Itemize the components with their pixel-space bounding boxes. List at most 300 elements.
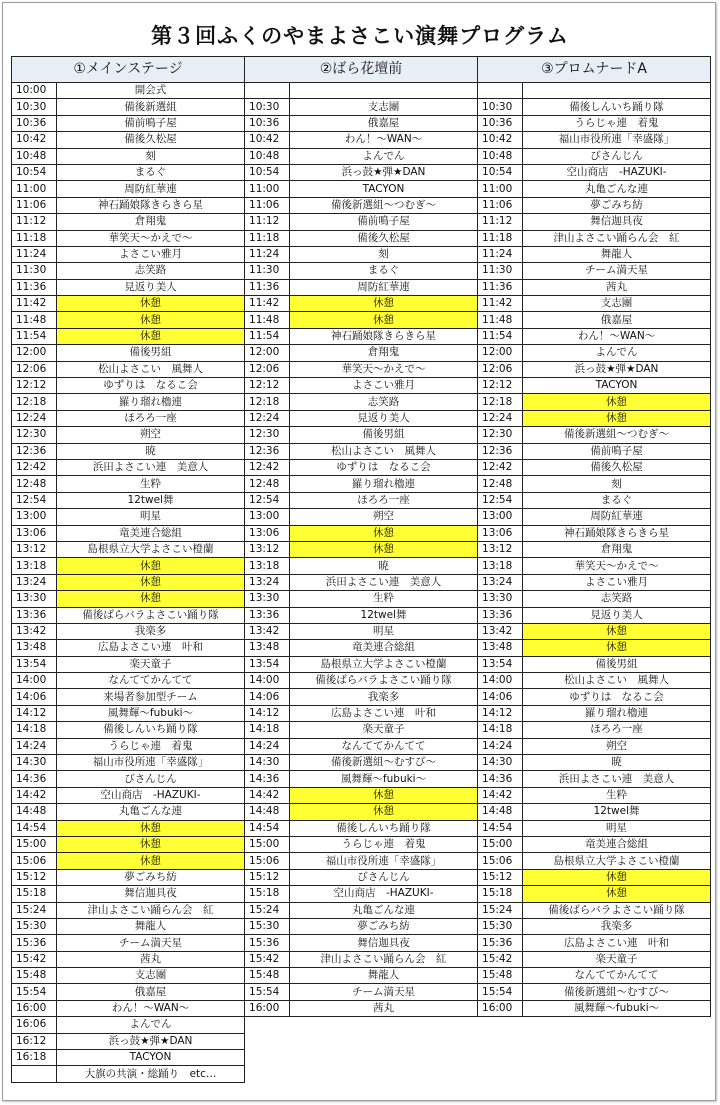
team-cell: 倉翔鬼 (290, 345, 478, 361)
time-cell: 13:18 (478, 558, 523, 574)
empty-cell (245, 1050, 290, 1066)
time-cell: 15:36 (245, 935, 290, 951)
table-row (12, 1017, 711, 1033)
team-cell: 舞信迦具夜 (57, 886, 245, 902)
team-cell: びさんじん (290, 869, 478, 885)
team-cell: 開会式 (57, 83, 245, 99)
time-cell: 16:06 (12, 1017, 57, 1033)
empty-cell (478, 1033, 523, 1049)
time-cell: 11:36 (245, 279, 290, 295)
time-cell: 16:12 (12, 1033, 57, 1049)
team-cell: 備後新選組～むすび～ (523, 984, 711, 1000)
team-cell: 見返り美人 (523, 607, 711, 623)
time-cell: 14:12 (12, 705, 57, 721)
break-cell: 休憩 (57, 574, 245, 590)
team-cell: 羅り瑠れ櫓連 (57, 394, 245, 410)
table-row (12, 558, 711, 574)
time-cell: 14:24 (245, 738, 290, 754)
team-cell: 備後しんいち踊り隊 (523, 99, 711, 115)
team-cell: 竜美連合総組 (57, 525, 245, 541)
team-cell: 明星 (290, 623, 478, 639)
team-cell: よさこい雅月 (57, 246, 245, 262)
time-cell: 14:42 (478, 787, 523, 803)
time-cell: 11:54 (12, 328, 57, 344)
time-cell: 14:48 (478, 804, 523, 820)
stage-header-promenade: ③プロムナードA (478, 57, 711, 83)
team-cell: 備後ばらバラよさこい踊り隊 (290, 673, 478, 689)
time-cell: 14:48 (245, 804, 290, 820)
team-cell: 竜美連合総組 (523, 836, 711, 852)
time-cell: 15:48 (12, 968, 57, 984)
time-cell: 15:30 (12, 918, 57, 934)
time-cell: 11:48 (12, 312, 57, 328)
time-cell: 14:18 (245, 722, 290, 738)
time-cell: 10:42 (12, 132, 57, 148)
time-cell: 15:24 (245, 902, 290, 918)
stage-header-row (12, 57, 711, 83)
time-cell: 15:12 (245, 869, 290, 885)
time-cell: 15:54 (245, 984, 290, 1000)
team-cell: 竜美連合総組 (290, 640, 478, 656)
time-cell: 13:30 (245, 591, 290, 607)
team-cell: 丸亀ごんな連 (290, 902, 478, 918)
time-cell: 10:48 (245, 148, 290, 164)
time-cell: 15:24 (478, 902, 523, 918)
table-row (12, 345, 711, 361)
time-cell: 14:24 (12, 738, 57, 754)
team-cell: 備後しんいち踊り隊 (290, 820, 478, 836)
time-cell: 13:30 (12, 591, 57, 607)
team-cell: 舞龍人 (57, 918, 245, 934)
time-cell: 12:42 (478, 459, 523, 475)
table-row (12, 755, 711, 771)
table-row (12, 623, 711, 639)
team-cell: 茜丸 (57, 951, 245, 967)
team-cell: 松山よさこい 風舞人 (290, 443, 478, 459)
time-cell: 11:12 (245, 214, 290, 230)
table-row (12, 656, 711, 672)
table-row (12, 951, 711, 967)
time-cell: 12:42 (245, 459, 290, 475)
time-cell: 13:24 (478, 574, 523, 590)
time-cell: 14:54 (478, 820, 523, 836)
break-cell: 休憩 (523, 886, 711, 902)
team-cell: 志笑路 (57, 263, 245, 279)
table-row (12, 820, 711, 836)
team-cell: TACYON (523, 378, 711, 394)
table-row (12, 1066, 711, 1082)
empty-cell (290, 1017, 478, 1033)
break-cell: 休憩 (290, 804, 478, 820)
team-cell: 俄嘉屋 (290, 115, 478, 131)
break-cell: 休憩 (290, 312, 478, 328)
time-cell: 15:00 (478, 836, 523, 852)
time-cell: 12:18 (12, 394, 57, 410)
time-cell: 13:00 (12, 509, 57, 525)
team-cell: 華笑天～かえで～ (290, 361, 478, 377)
team-cell: 支志團 (290, 99, 478, 115)
break-cell: 休憩 (523, 410, 711, 426)
team-cell: 浜田よさこい連 美意人 (290, 574, 478, 590)
table-row (12, 443, 711, 459)
team-cell: 周防紅華連 (57, 181, 245, 197)
table-row (12, 410, 711, 426)
team-cell: 羅り瑠れ櫓連 (290, 476, 478, 492)
time-cell: 11:12 (12, 214, 57, 230)
table-row (12, 1033, 711, 1049)
table-row (12, 1000, 711, 1016)
team-cell: 島根県立大学よさこい橙蘭 (523, 853, 711, 869)
team-cell: ほろろ一座 (523, 722, 711, 738)
time-cell: 11:24 (245, 246, 290, 262)
table-row (12, 591, 711, 607)
team-cell: 志笑路 (290, 394, 478, 410)
team-cell: ほろろ一座 (57, 410, 245, 426)
break-cell: 休憩 (523, 394, 711, 410)
team-cell: 楽天童子 (290, 722, 478, 738)
break-cell: 休憩 (290, 296, 478, 312)
time-cell: 15:06 (245, 853, 290, 869)
time-cell: 15:30 (478, 918, 523, 934)
break-cell: 休憩 (290, 525, 478, 541)
team-cell: 夢ごみち紡 (57, 869, 245, 885)
table-row (12, 394, 711, 410)
time-cell: 12:42 (12, 459, 57, 475)
team-cell: 空山商店 -HAZUKI- (290, 886, 478, 902)
team-cell: 備後しんいち踊り隊 (57, 722, 245, 738)
table-row (12, 509, 711, 525)
time-cell: 10:36 (245, 115, 290, 131)
program-table (11, 56, 711, 1083)
time-cell: 11:54 (245, 328, 290, 344)
break-cell: 休憩 (523, 623, 711, 639)
table-row (12, 115, 711, 131)
break-cell: 休憩 (290, 541, 478, 557)
time-cell: 12:00 (12, 345, 57, 361)
time-cell: 14:12 (245, 705, 290, 721)
team-cell: 我楽多 (57, 623, 245, 639)
table-row (12, 525, 711, 541)
time-cell: 15:24 (12, 902, 57, 918)
time-cell: 15:36 (478, 935, 523, 951)
table-row (12, 640, 711, 656)
time-cell: 15:42 (478, 951, 523, 967)
team-cell: 大旗の共演・総踊り etc… (57, 1066, 245, 1082)
stage-header-main: ①メインステージ (12, 57, 245, 83)
break-cell: 休憩 (290, 787, 478, 803)
table-row (12, 804, 711, 820)
team-cell (523, 83, 711, 99)
team-cell: 周防紅華連 (290, 279, 478, 295)
table-row (12, 378, 711, 394)
empty-cell (478, 1017, 523, 1033)
time-cell: 12:06 (245, 361, 290, 377)
time-cell: 14:54 (245, 820, 290, 836)
team-cell: 備後男組 (523, 656, 711, 672)
time-cell: 14:30 (245, 755, 290, 771)
time-cell: 15:18 (478, 886, 523, 902)
break-cell: 休憩 (57, 820, 245, 836)
time-cell: 13:42 (478, 623, 523, 639)
time-cell: 14:36 (12, 771, 57, 787)
stage-header-rose-garden: ②ばら花壇前 (245, 57, 478, 83)
team-cell: 備前鳴子屋 (290, 214, 478, 230)
team-cell: 浜田よさこい連 美意人 (57, 459, 245, 475)
time-cell: 12:30 (478, 427, 523, 443)
team-cell: 華笑天～かえで～ (57, 230, 245, 246)
time-cell: 15:18 (12, 886, 57, 902)
team-cell: 津山よさこい踊らん会 紅 (57, 902, 245, 918)
time-cell: 14:24 (478, 738, 523, 754)
team-cell: 見返り美人 (57, 279, 245, 295)
time-cell: 14:42 (12, 787, 57, 803)
team-cell: 丸亀ごんな連 (57, 804, 245, 820)
time-cell: 12:00 (478, 345, 523, 361)
time-cell: 11:48 (245, 312, 290, 328)
table-row (12, 738, 711, 754)
table-row (12, 476, 711, 492)
time-cell: 11:00 (12, 181, 57, 197)
table-row (12, 148, 711, 164)
table-row (12, 132, 711, 148)
team-cell: 刻 (523, 476, 711, 492)
time-cell: 12:24 (12, 410, 57, 426)
break-cell: 休憩 (57, 296, 245, 312)
time-cell: 15:42 (245, 951, 290, 967)
empty-cell (290, 1033, 478, 1049)
team-cell: 備後久松屋 (523, 459, 711, 475)
team-cell: ゆずりは なるこ会 (290, 459, 478, 475)
time-cell: 14:36 (245, 771, 290, 787)
time-cell: 11:00 (478, 181, 523, 197)
time-cell: 12:12 (245, 378, 290, 394)
team-cell: 支志團 (57, 968, 245, 984)
time-cell: 14:42 (245, 787, 290, 803)
team-cell: 広島よさこい連 叶和 (57, 640, 245, 656)
team-cell: 支志團 (523, 296, 711, 312)
team-cell: 浜っ鼓★弾★DAN (290, 164, 478, 180)
time-cell: 14:00 (478, 673, 523, 689)
team-cell: びさんじん (523, 148, 711, 164)
time-cell: 10:54 (12, 164, 57, 180)
team-cell: 俄嘉屋 (523, 312, 711, 328)
empty-cell (523, 1033, 711, 1049)
team-cell: チーム満天星 (523, 263, 711, 279)
team-cell: 明星 (57, 509, 245, 525)
team-cell: ほろろ一座 (290, 492, 478, 508)
time-cell: 11:24 (478, 246, 523, 262)
team-cell: 朔空 (57, 427, 245, 443)
page-title: 第３回ふくのやまよさこい演舞プログラム (151, 24, 569, 48)
time-cell: 13:24 (12, 574, 57, 590)
table-row (12, 197, 711, 213)
break-cell: 休憩 (57, 558, 245, 574)
team-cell: うらじゃ連 着鬼 (57, 738, 245, 754)
table-row (12, 722, 711, 738)
table-row (12, 83, 711, 99)
time-cell: 15:30 (245, 918, 290, 934)
team-cell: 島根県立大学よさこい橙蘭 (290, 656, 478, 672)
time-cell: 11:06 (12, 197, 57, 213)
time-cell: 11:54 (478, 328, 523, 344)
time-cell: 10:42 (478, 132, 523, 148)
team-cell: 朔空 (290, 509, 478, 525)
time-cell: 15:48 (245, 968, 290, 984)
team-cell: 生粋 (290, 591, 478, 607)
team-cell: 空山商店 -HAZUKI- (523, 164, 711, 180)
time-cell: 12:24 (245, 410, 290, 426)
empty-cell (478, 1050, 523, 1066)
team-cell: うらじゃ連 着鬼 (290, 836, 478, 852)
team-cell: なんててかんてて (290, 738, 478, 754)
team-cell: うらじゃ連 着鬼 (523, 115, 711, 131)
time-cell: 11:30 (12, 263, 57, 279)
team-cell: 備後男組 (57, 345, 245, 361)
time-cell: 11:18 (478, 230, 523, 246)
team-cell: 夢ごみち紡 (523, 197, 711, 213)
time-cell: 12:54 (245, 492, 290, 508)
team-cell: 備前鳴子屋 (57, 115, 245, 131)
time-cell: 12:36 (245, 443, 290, 459)
time-cell: 11:24 (12, 246, 57, 262)
team-cell: 福山市役所連「幸盛隊」 (57, 755, 245, 771)
time-cell: 16:00 (478, 1000, 523, 1016)
time-cell: 14:06 (478, 689, 523, 705)
time-cell: 10:42 (245, 132, 290, 148)
team-cell: 空山商店 -HAZUKI- (57, 787, 245, 803)
team-cell: 備後新選組～むすび～ (290, 755, 478, 771)
table-row (12, 968, 711, 984)
team-cell: 来場者参加型チーム (57, 689, 245, 705)
time-cell: 11:18 (245, 230, 290, 246)
table-row (12, 886, 711, 902)
time-cell: 15:36 (12, 935, 57, 951)
team-cell: 備後久松屋 (290, 230, 478, 246)
time-cell: 11:36 (12, 279, 57, 295)
empty-cell (523, 1066, 711, 1082)
table-row (12, 427, 711, 443)
time-cell: 14:48 (12, 804, 57, 820)
time-cell: 15:06 (12, 853, 57, 869)
time-cell: 12:00 (245, 345, 290, 361)
time-cell: 12:36 (478, 443, 523, 459)
team-cell: 生粋 (523, 787, 711, 803)
team-cell: TACYON (290, 181, 478, 197)
empty-cell (290, 1066, 478, 1082)
team-cell: びさんじん (57, 771, 245, 787)
time-cell: 13:30 (478, 591, 523, 607)
table-row (12, 246, 711, 262)
table-row (12, 230, 711, 246)
team-cell: ゆずりは なるこ会 (523, 689, 711, 705)
time-cell: 13:06 (245, 525, 290, 541)
time-cell: 11:42 (245, 296, 290, 312)
team-cell: 舞信迦具夜 (523, 214, 711, 230)
time-cell: 14:00 (12, 673, 57, 689)
time-cell: 12:54 (12, 492, 57, 508)
team-cell: 華笑天～かえで～ (523, 558, 711, 574)
team-cell: 松山よさこい 風舞人 (57, 361, 245, 377)
time-cell: 11:12 (478, 214, 523, 230)
team-cell: 倉翔鬼 (57, 214, 245, 230)
time-cell: 12:48 (245, 476, 290, 492)
team-cell: 備後久松屋 (57, 132, 245, 148)
time-cell: 11:06 (478, 197, 523, 213)
team-cell: 羅り瑠れ櫓連 (523, 705, 711, 721)
time-cell: 10:30 (245, 99, 290, 115)
break-cell: 休憩 (57, 328, 245, 344)
team-cell: 備後ばらバラよさこい踊り隊 (57, 607, 245, 623)
team-cell: わん！～WAN～ (523, 328, 711, 344)
time-cell: 11:48 (478, 312, 523, 328)
table-row (12, 771, 711, 787)
team-cell: よさこい雅月 (290, 378, 478, 394)
time-cell: 13:36 (478, 607, 523, 623)
time-cell: 15:00 (245, 836, 290, 852)
time-cell: 11:18 (12, 230, 57, 246)
team-cell: 我楽多 (290, 689, 478, 705)
table-row (12, 1050, 711, 1066)
time-cell: 13:36 (12, 607, 57, 623)
time-cell: 13:54 (12, 656, 57, 672)
team-cell: 風舞輝～fubuki～ (57, 705, 245, 721)
team-cell: 舞龍人 (523, 246, 711, 262)
time-cell: 12:30 (12, 427, 57, 443)
team-cell: 備後新選組～つむぎ～ (523, 427, 711, 443)
time-cell: 13:24 (245, 574, 290, 590)
time-cell: 10:36 (12, 115, 57, 131)
table-row (12, 935, 711, 951)
team-cell: 神石踊娘隊きらきら星 (290, 328, 478, 344)
table-row (12, 836, 711, 852)
time-cell: 12:36 (12, 443, 57, 459)
table-row (12, 574, 711, 590)
time-cell: 15:54 (12, 984, 57, 1000)
time-cell: 13:48 (12, 640, 57, 656)
team-cell: 浜田よさこい連 美意人 (523, 771, 711, 787)
team-cell: よんでん (290, 148, 478, 164)
empty-cell (245, 1033, 290, 1049)
time-cell: 12:06 (12, 361, 57, 377)
time-cell: 13:18 (245, 558, 290, 574)
team-cell: まるぐ (523, 492, 711, 508)
team-cell: 楽天童子 (57, 656, 245, 672)
time-cell: 13:12 (478, 541, 523, 557)
time-cell: 13:54 (478, 656, 523, 672)
team-cell: 暁 (290, 558, 478, 574)
time-cell: 10:54 (245, 164, 290, 180)
team-cell: 津山よさこい踊らん会 紅 (290, 951, 478, 967)
time-cell: 13:48 (478, 640, 523, 656)
team-cell: 松山よさこい 風舞人 (523, 673, 711, 689)
time-cell: 15:42 (12, 951, 57, 967)
team-cell: 暁 (523, 755, 711, 771)
time-cell: 14:00 (245, 673, 290, 689)
team-cell: 見返り美人 (290, 410, 478, 426)
time-cell: 12:30 (245, 427, 290, 443)
team-cell: 備前鳴子屋 (523, 443, 711, 459)
team-cell: 舞信迦具夜 (290, 935, 478, 951)
break-cell: 休憩 (523, 869, 711, 885)
team-cell: 備後新選組～つむぎ～ (290, 197, 478, 213)
team-cell: 神石踊娘隊きらきら星 (523, 525, 711, 541)
team-cell: 風舞輝～fubuki～ (523, 1000, 711, 1016)
time-cell: 13:12 (12, 541, 57, 557)
time-cell: 12:18 (478, 394, 523, 410)
team-cell: 広島よさこい連 叶和 (290, 705, 478, 721)
time-cell: 14:30 (12, 755, 57, 771)
time-cell: 10:48 (478, 148, 523, 164)
